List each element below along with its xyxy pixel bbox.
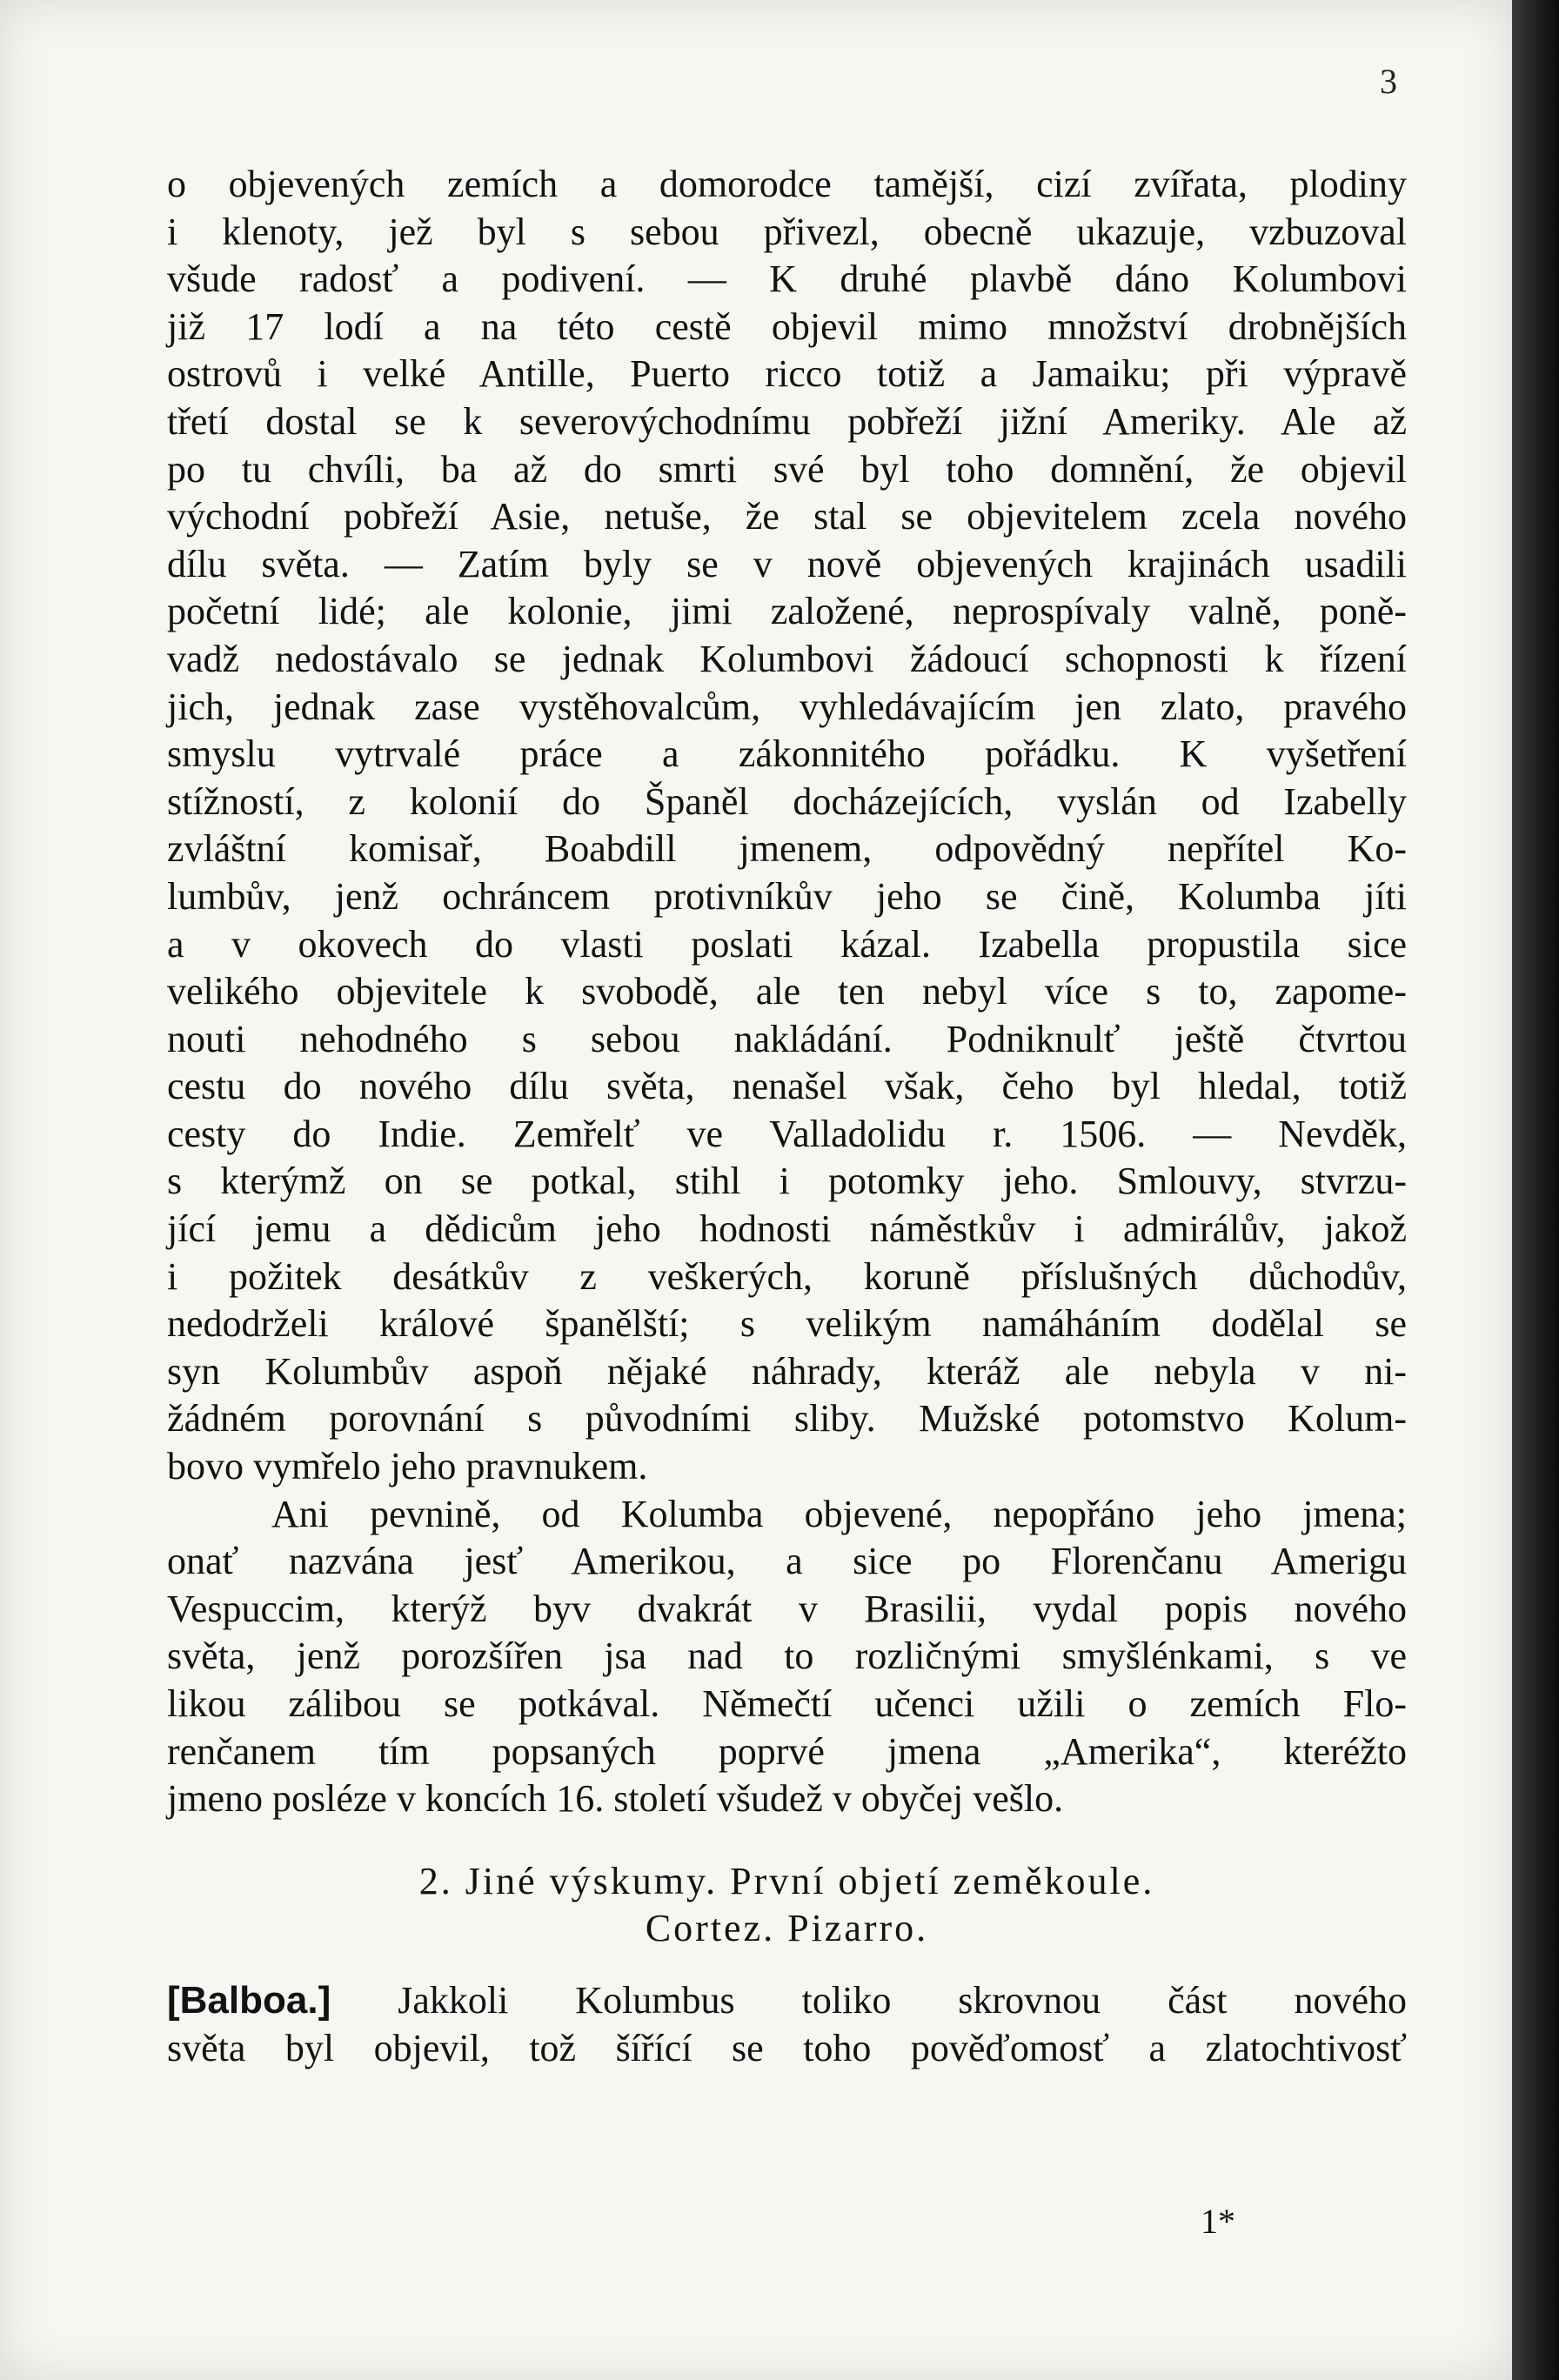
paragraph-america-naming xyxy=(167,1491,1407,1823)
text-line: žádném porovnání s původními sliby. Mužské potomstvo Kolum- xyxy=(167,1397,1407,1441)
text-body xyxy=(167,161,1407,2072)
text-line: zvláštní komisař, Boabdill jmenem, odpovědný nepřítel Ko- xyxy=(167,827,1407,871)
text-line: početní lidé; ale kolonie, jimi založené, neprospívaly valně, poně- xyxy=(167,590,1407,633)
page-number: 3 xyxy=(1380,62,1397,101)
text-line: Ani pevnině, od Kolumba objevené, nepopřáno jeho jmena; xyxy=(271,1492,1407,1535)
text-line: syn Kolumbův aspoň nějaké náhrady, kteráž ale nebyla v ni- xyxy=(167,1349,1407,1393)
text-line: jmeno posléze v koncích 16. století všudež v obyčej vešlo. xyxy=(167,1777,1064,1821)
text-line: vadž nedostávalo se jednak Kolumbovi žádoucí schopnosti k řízení xyxy=(167,637,1407,680)
text-line: již 17 lodí a na této cestě objevil mimo množství drobnějších xyxy=(167,304,1407,348)
side-label-balboa: [Balboa.] xyxy=(167,1978,331,2022)
text-line: likou zálibou se potkával. Němečtí učenci užili o zemích Flo- xyxy=(167,1682,1407,1725)
text-line: ostrovů i velké Antille, Puerto ricco totiž a Jamaiku; při výpravě xyxy=(167,352,1407,396)
text-line: renčanem tím popsaných poprvé jmena „Amerika“, kteréžto xyxy=(167,1729,1407,1773)
text-line: stížností, z kolonií do Španěl docházejících, vyslán od Izabelly xyxy=(167,779,1407,823)
text-line: smyslu vytrvalé práce a zákonnitého pořádku. K vyšetření xyxy=(167,732,1407,776)
text-line: nedodrželi králové španělští; s velikým namáháním dodělal se xyxy=(167,1302,1407,1346)
text-line xyxy=(167,1977,1407,2025)
text-line: jich, jednak zase vystěhovalcům, vyhledávajícím jen zlato, pravého xyxy=(167,685,1407,728)
text-run: Jakkoli Kolumbus toliko skrovnou část nového xyxy=(331,1978,1407,2022)
paragraph-columbus-voyages xyxy=(167,161,1407,1491)
text-line: dílu světa. — Zatím byly se v nově objevených krajinách usadili xyxy=(167,542,1407,585)
spacer xyxy=(167,1953,1407,1977)
scan-edge xyxy=(1512,0,1559,2380)
text-line: světa byl objevil, tož šířící se toho pověďomosť a zlatochtivosť xyxy=(167,2026,1407,2069)
paragraph-balboa xyxy=(167,1977,1407,2072)
text-line: s kterýmž on se potkal, stihl i potomky jeho. Smlouvy, stvrzu- xyxy=(167,1160,1407,1203)
text-line: východní pobřeží Asie, netuše, že stal se objevitelem zcela nového xyxy=(167,495,1407,538)
text-line: světa, jenž porozšířen jsa nad to rozličnými smyšlénkami, s ve xyxy=(167,1635,1407,1678)
text-line: po tu chvíli, ba až do smrti své byl toho domnění, že objevil xyxy=(167,447,1407,491)
text-line: cesty do Indie. Zemřelť ve Valladolidu r. 1506. — Nevděk, xyxy=(167,1112,1407,1155)
text-line: o objevených zemích a domorodce tamější, cizí zvířata, plodiny xyxy=(167,163,1407,205)
text-line: cestu do nového dílu světa, nenašel však, čeho byl hledal, totiž xyxy=(167,1065,1407,1108)
text-line: Vespuccim, kterýž byv dvakrát v Brasilii, vydal popis nového xyxy=(167,1587,1407,1630)
text-line: jící jemu a dědicům jeho hodnosti náměstkův i admirálův, jakož xyxy=(167,1207,1407,1251)
text-line: třetí dostal se k severovýchodnímu pobřeží jižní Ameriky. Ale až xyxy=(167,399,1407,443)
text-line: nouti nehodného s sebou nakládání. Podniknulť ještě čtvrtou xyxy=(167,1017,1407,1060)
text-line: i klenoty, jež byl s sebou přivezl, obecně ukazuje, vzbuzoval xyxy=(167,210,1407,253)
text-line: onať nazvána jesť Amerikou, a sice po Florenčanu Amerigu xyxy=(167,1540,1407,1583)
text-line: všude radosť a podivení. — K druhé plavbě dáno Kolumbovi xyxy=(167,257,1407,301)
text-line: bovo vymřelo jeho pravnukem. xyxy=(167,1445,648,1488)
text-line: velikého objevitele k svobodě, ale ten nebyl více s to, zapome- xyxy=(167,970,1407,1013)
text-line: a v okovech do vlasti poslati kázal. Izabella propustila sice xyxy=(167,922,1407,966)
section-subheading: Cortez. Pizarro. xyxy=(645,1907,929,1950)
text-line: lumbův, jenž ochráncem protivníkův jeho se čině, Kolumba jíti xyxy=(167,874,1407,918)
signature-mark: 1* xyxy=(1201,2202,1235,2241)
section-heading: 2. Jiné výskumy. První objetí zeměkoule. xyxy=(418,1859,1155,1902)
text-line: i požitek desátkův z veškerých, koruně příslušných důchodův, xyxy=(167,1254,1407,1298)
